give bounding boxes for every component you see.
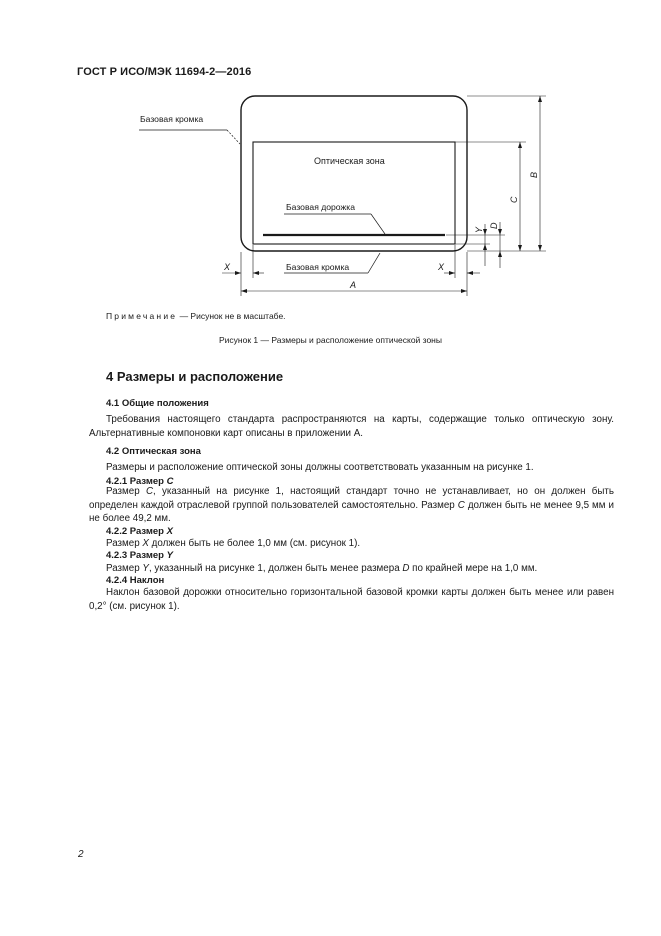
label-dim-a: A (350, 280, 357, 290)
s422-p2: X (142, 538, 149, 549)
label-base-edge-bottom: Базовая кромка (286, 262, 350, 272)
section-4-2-heading: 4.2 Оптическая зона (106, 446, 201, 457)
s422-p1: Размер (106, 538, 143, 549)
s41-text: Требования настоящего стандарта распространяются на карты, содержащие только оптическую зону. Альтернативные компоновки карт описаны в приложении А. (89, 414, 614, 439)
s421-p2: C (145, 486, 154, 497)
note-prefix: Примечание (106, 311, 178, 321)
section-4-2-3-heading (106, 550, 173, 561)
note-text: — Рисунок не в масштабе. (177, 311, 286, 321)
figure-1-diagram (0, 0, 661, 300)
label-dim-d: D (489, 222, 499, 229)
s421-p4: C (457, 499, 465, 511)
section-4-2-2-text (106, 538, 360, 549)
s421-p5: должен быть не менее 9,5 мм и не более 49,2 мм. (89, 499, 614, 525)
page-number: 2 (78, 849, 84, 860)
s421-title: 4.2.1 Размер (106, 476, 167, 487)
s423-p3: , указанный на рисунке 1, должен быть менее размера (148, 563, 403, 574)
s423-letter: Y (166, 550, 173, 561)
document-header: ГОСТ Р ИСО/МЭК 11694-2—2016 (77, 66, 252, 78)
section-4-2-4-heading: 4.2.4 Наклон (106, 575, 165, 586)
section-4-1-heading: 4.1 Общие положения (106, 398, 209, 409)
s423-p2: Y (142, 563, 149, 574)
s422-title: 4.2.2 Размер (106, 526, 167, 537)
s421-letter: C (166, 476, 174, 487)
label-base-edge-top: Базовая кромка (140, 114, 204, 124)
section-4-2-3-text (106, 563, 537, 574)
section-4-heading: 4 Размеры и расположение (106, 369, 284, 384)
figure-note (106, 311, 286, 321)
s424-text: Наклон базовой дорожки относительно горизонтальной базовой кромки карты должен быть менее или равен 0,2° (см. рисунок 1). (89, 587, 614, 612)
s423-p5: по крайней мере на 1,0 мм. (409, 563, 538, 574)
figure-caption: Рисунок 1 — Размеры и расположение оптической зоны (218, 335, 442, 345)
s421-p3: , указанный на рисунке 1, настоящий стандарт точно не устанавливает, но он должен быть определен каждой отраслевой группой пользователей самостоятельно. Размер (89, 486, 614, 511)
section-4-2-2-heading (106, 526, 173, 537)
section-4-1-text (89, 413, 614, 440)
s422-p3: должен быть не более 1,0 мм (см. рисунок 1). (148, 538, 361, 549)
card-outline (241, 96, 467, 251)
s423-p4: D (402, 563, 410, 574)
label-base-track: Базовая дорожка (286, 202, 355, 212)
label-dim-y: Y (474, 226, 484, 233)
label-dim-x-right: X (438, 262, 445, 272)
label-dim-c: C (509, 196, 519, 203)
s421-p1: Размер (106, 486, 146, 497)
label-dim-b: B (529, 171, 539, 178)
s423-title: 4.2.3 Размер (106, 550, 167, 561)
label-optical-zone: Оптическая зона (314, 156, 385, 166)
section-4-2-4-text (89, 586, 614, 613)
s422-letter: X (166, 526, 173, 537)
s423-p1: Размер (106, 563, 143, 574)
section-4-2-1-text (89, 485, 614, 526)
section-4-2-text: Размеры и расположение оптической зоны должны соответствовать указанным на рисунке 1. (106, 462, 534, 473)
label-dim-x-left: X (224, 262, 231, 272)
